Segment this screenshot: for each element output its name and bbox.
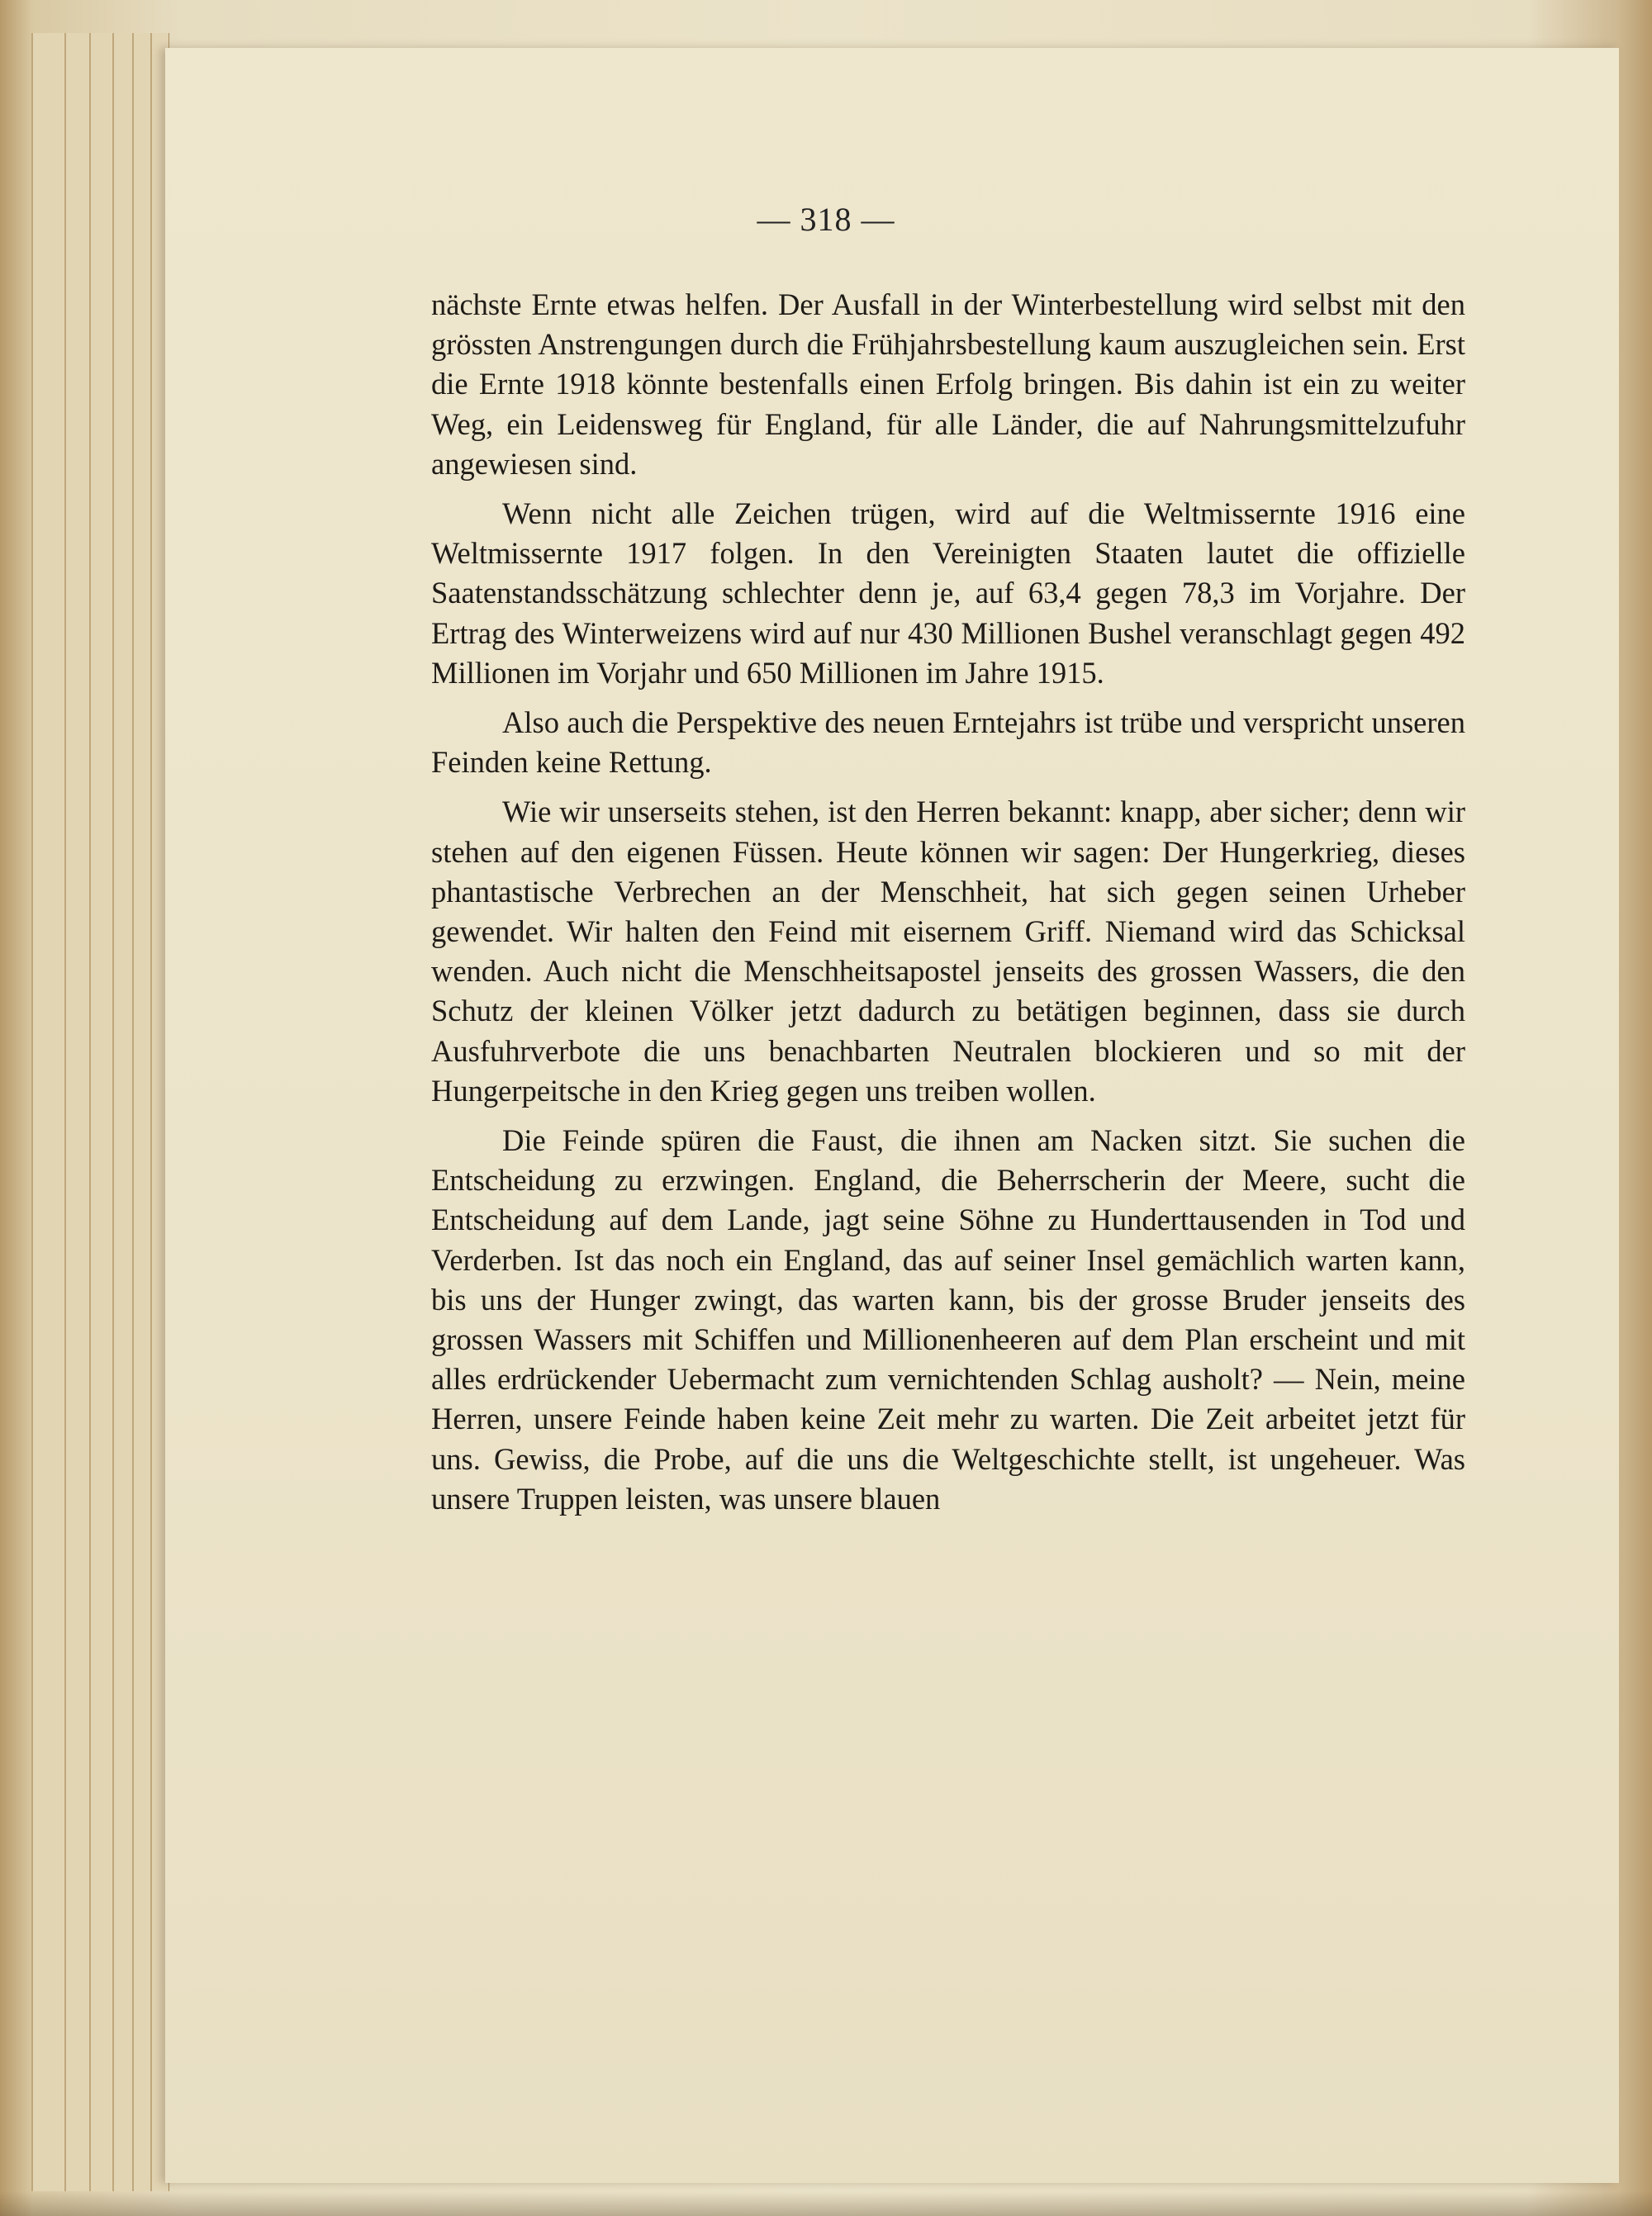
page-edge	[112, 33, 135, 2191]
paragraph: Wie wir unserseits stehen, ist den Herren bekannt: knapp, aber sicher; denn wir stehen auf den eigenen Füssen. Heute können wir sagen: Der Hungerkrieg, dieses phantastische Verbrechen an der Menschheit, hat sich gegen seinen Urheber gewendet. Wir halten den Feind mit eisernem Griff. Niemand wird das Schicksal wenden. Auch nicht die Menschheitsapostel jenseits des grossen Wassers, die den Schutz der kleinen Völker jetzt dadurch zu betätigen beginnen, dass sie durch Ausfuhrverbote die uns benachbarten Neutralen blockieren und so mit der Hungerpeitsche in den Krieg gegen uns treiben wollen.	[431, 795, 1465, 1108]
bottom-shadow	[0, 2191, 1652, 2216]
paragraph: Die Feinde spüren die Faust, die ihnen am Nacken sitzt. Sie suchen die Entscheidung zu erzwingen. England, die Beherrscherin der Meere, sucht die Entscheidung auf dem Lande, jagt seine Söhne zu Hunderttausenden in Tod und Verderben. Ist das noch ein England, das auf seiner Insel gemächlich warten kann, bis uns der Hunger zwingt, das warten kann, bis der grosse Bruder jenseits des grossen Wassers mit Schiffen und Millionenheeren auf dem Plan erscheint und mit alles erdrückender Uebermacht zum vernichtenden Schlag ausholt? — Nein, meine Herren, unsere Feinde haben keine Zeit mehr zu warten. Die Zeit arbeitet jetzt für uns. Gewiss, die Probe, auf die uns die Weltgeschichte stellt, ist ungeheuer. Was unsere Truppen leisten, was unsere blauen	[431, 1123, 1465, 1516]
paragraph: Wenn nicht alle Zeichen trügen, wird auf die Weltmissernte 1916 eine Weltmissernte 1917 folgen. In den Vereinigten Staaten lautet die offizielle Saatenstandsschätzung schlechter denn je, auf 63,4 gegen 78,3 im Vorjahre. Der Ertrag des Winterweizens wird auf nur 430 Millionen Bushel veranschlagt gegen 492 Millionen im Vorjahr und 650 Millionen im Jahre 1915.	[431, 496, 1465, 690]
paragraph: Also auch die Perspektive des neuen Erntejahrs ist trübe und verspricht unseren Feinden keine Rettung.	[431, 705, 1465, 780]
page-edge	[64, 33, 92, 2191]
page-edge	[89, 33, 115, 2191]
page-number: — 318 —	[757, 201, 895, 238]
body-text	[431, 285, 1465, 1519]
page-edge	[31, 33, 67, 2191]
paragraph: nächste Ernte etwas helfen. Der Ausfall in der Winterbestellung wird selbst mit den grössten Anstrengungen durch die Frühjahrsbestellung kaum auszugleichen sein. Erst die Ernte 1918 könnte bestenfalls einen Erfolg bringen. Bis dahin ist ein zu weiter Weg, ein Leidensweg für England, für alle Länder, die auf Nahrungsmittelzufuhr angewiesen sind.	[431, 287, 1465, 481]
